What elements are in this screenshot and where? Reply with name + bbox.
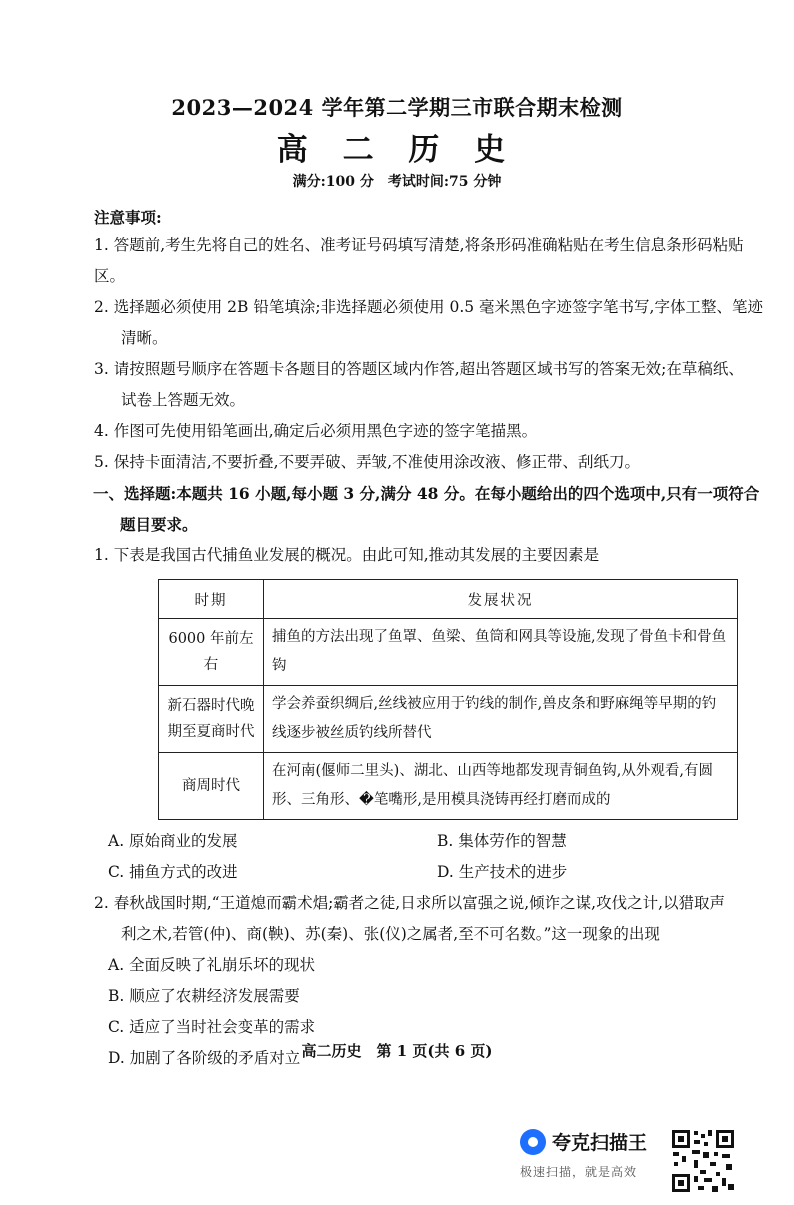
section-heading-line1: 一、选择题:本题共 16 小题,每小题 3 分,满分 48 分。在每小题给出的四个选项中,只有一项符合 [93,484,760,503]
option-b: B. 集体劳作的智慧 [437,832,567,850]
table-header-status: 发展状况 [264,580,738,619]
table-header-row [159,580,738,619]
exam-title: 2023—2024 学年第二学期三市联合期末检测 [171,95,623,120]
option-d: D. 加剧了各阶级的矛盾对立 [108,1049,301,1067]
table-cell-period: 新石器时代晚期至夏商时代 [159,686,264,753]
notice-item: 试卷上答题无效。 [121,391,246,409]
fishing-history-table [158,579,738,820]
brand-name: 夸克扫描王 [552,1132,648,1154]
table-header-period: 时期 [159,580,264,619]
table-row [159,753,738,820]
table-row [159,686,738,753]
option-a: A. 全面反映了礼崩乐坏的现状 [108,956,316,974]
exam-header [0,92,794,191]
table-cell-period: 6000 年前左右 [159,619,264,686]
notice-item: 3. 请按照题号顺序在答题卡各题目的答题区域内作答,超出答题区域书写的答案无效;在草稿纸、 [94,360,744,378]
section-heading-line2: 题目要求。 [120,515,198,534]
scanner-logo-icon [520,1129,546,1155]
option-a: A. 原始商业的发展 [108,832,238,850]
option-d: D. 生产技术的进步 [437,863,568,881]
question-2-stem-line2: 利之术,若管(仲)、商(鞅)、苏(秦)、张(仪)之属者,至不可名数。”这一现象的出现 [121,925,660,943]
brand-slogan: 极速扫描，就是高效 [520,1165,638,1179]
page-footer: 高二历史 第 1 页(共 6 页) [301,1042,493,1060]
notice-item: 清晰。 [121,329,168,347]
section-heading [93,478,766,540]
notice-title: 注意事项: [94,208,162,227]
notice-item: 4. 作图可先使用铅笔画出,确定后必须用黑色字迹的签字笔描黑。 [94,422,538,440]
notice-item: 1. 答题前,考生先将自己的姓名、准考证号码填写清楚,将条形码准确粘贴在考生信息条形码粘贴区。 [94,236,744,285]
exam-content [94,206,766,1074]
question-2-stem-line1: 2. 春秋战国时期,“王道熄而霸术焻;霸者之徒,日求所以富强之说,倾诈之谋,攻伐之计,以猎取声 [94,894,725,912]
notice-item: 2. 选择题必须使用 2B 铅笔填涂;非选择题必须使用 0.5 毫米黑色字迹签字笔书写,字体工整、笔迹 [94,298,763,316]
table-cell-period: 商周时代 [159,753,264,820]
table-cell-desc: 在河南(偃师二里头)、湖北、山西等地都发现青铜鱼钩,从外观看,有圆形、三角形、�笔嘴形,是用模具浇铸再经打磨而成的 [264,753,738,820]
table-row [159,619,738,686]
table-cell-desc: 捕鱼的方法出现了鱼罩、鱼梁、鱼筒和网具等设施,发现了骨鱼卡和骨鱼钩 [264,619,738,686]
question-1-stem: 1. 下表是我国古代捕鱼业发展的概况。由此可知,推动其发展的主要因素是 [94,546,600,564]
question-1-options [94,826,766,888]
qr-code-icon [670,1128,736,1194]
notice-item: 5. 保持卡面清洁,不要折叠,不要弄破、弄皱,不准使用涂改液、修正带、刮纸刀。 [94,453,640,471]
table-cell-desc: 学会养蚕织绸后,丝线被应用于钓线的制作,兽皮条和野麻绳等早期的钓线逐步被丝质钓线所替代 [264,686,738,753]
option-c: C. 适应了当时社会变革的需求 [108,1018,316,1036]
option-c: C. 捕鱼方式的改进 [108,863,238,881]
option-b: B. 顺应了农耕经济发展需要 [108,987,300,1005]
subject-title: 高 二 历 史 [276,132,518,168]
scanner-brand [520,1128,670,1190]
exam-meta: 满分:100 分 考试时间:75 分钟 [292,174,502,190]
